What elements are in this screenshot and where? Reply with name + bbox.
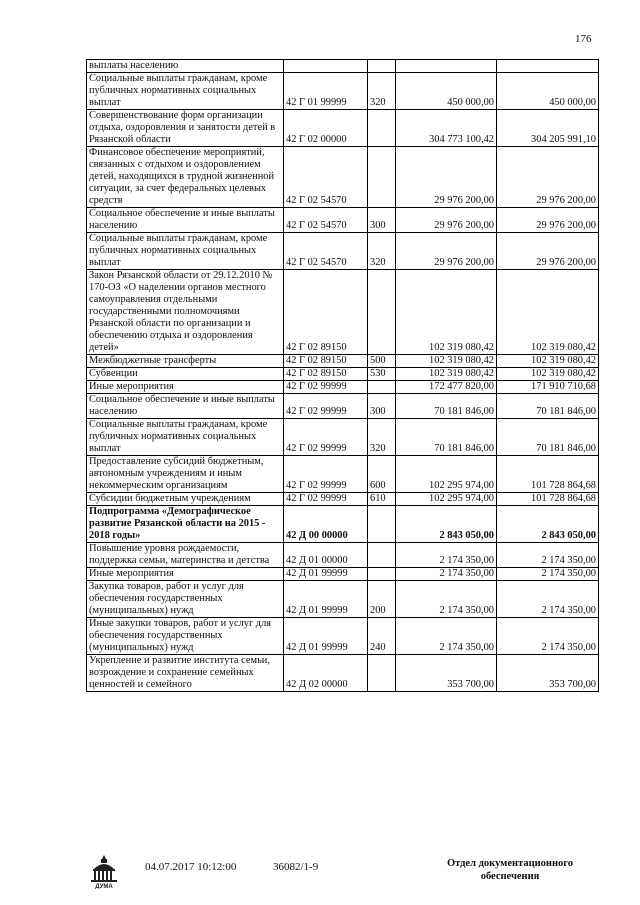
row-code-cell: 42 Г 02 54570 xyxy=(284,147,368,208)
table-row xyxy=(87,618,599,655)
row-sum-2016-cell: 172 477 820,00 xyxy=(396,381,497,394)
duma-logo xyxy=(88,853,120,889)
table-row xyxy=(87,355,599,368)
row-sum-2017-cell: 2 174 350,00 xyxy=(497,568,599,581)
row-sum-2017-cell: 2 174 350,00 xyxy=(497,581,599,618)
row-code-cell: 42 Д 01 99999 xyxy=(284,568,368,581)
row-code-cell: 42 Г 02 54570 xyxy=(284,233,368,270)
row-sum-2016-cell: 102 319 080,42 xyxy=(396,368,497,381)
row-sum-2016-cell: 2 174 350,00 xyxy=(396,581,497,618)
row-sum-2016-cell: 2 174 350,00 xyxy=(396,543,497,568)
table-row xyxy=(87,73,599,110)
row-code-cell: 42 Г 01 99999 xyxy=(284,73,368,110)
row-sum-2017-cell: 450 000,00 xyxy=(497,73,599,110)
row-sum-2017-cell: 2 174 350,00 xyxy=(497,618,599,655)
row-sum-2017-cell: 102 319 080,42 xyxy=(497,355,599,368)
row-sum-2016-cell: 102 319 080,42 xyxy=(396,355,497,368)
row-code-cell: 42 Д 01 99999 xyxy=(284,581,368,618)
row-code-cell: 42 Г 02 99999 xyxy=(284,394,368,419)
row-code-cell: 42 Г 02 99999 xyxy=(284,381,368,394)
row-sum-2016-cell: 29 976 200,00 xyxy=(396,147,497,208)
row-sum-2017-cell: 102 319 080,42 xyxy=(497,270,599,355)
row-sum-2016-cell: 2 174 350,00 xyxy=(396,618,497,655)
row-sum-2017-cell: 353 700,00 xyxy=(497,655,599,692)
row-type-cell: 500 xyxy=(368,355,396,368)
row-type-cell: 320 xyxy=(368,233,396,270)
table-row xyxy=(87,543,599,568)
table-row xyxy=(87,493,599,506)
row-name-cell: Предоставление субсидий бюджетным, автономным учреждениям и иным некоммерческим организациям xyxy=(87,456,284,493)
row-type-cell: 300 xyxy=(368,208,396,233)
row-code-cell: 42 Д 00 00000 xyxy=(284,506,368,543)
row-name-cell: Социальные выплаты гражданам, кроме публичных нормативных социальных выплат xyxy=(87,73,284,110)
row-name-cell: Укрепление и развитие института семьи, возрождение и сохранение семейных ценностей и семейного xyxy=(87,655,284,692)
table-row xyxy=(87,147,599,208)
row-code-cell: 42 Д 01 99999 xyxy=(284,618,368,655)
table-row xyxy=(87,270,599,355)
row-sum-2017-cell: 101 728 864,68 xyxy=(497,493,599,506)
row-name-cell: Социальные выплаты гражданам, кроме публичных нормативных социальных выплат xyxy=(87,233,284,270)
row-code-cell: 42 Г 02 99999 xyxy=(284,419,368,456)
row-sum-2017-cell: 70 181 846,00 xyxy=(497,419,599,456)
row-code-cell xyxy=(284,60,368,73)
row-sum-2017-cell: 101 728 864,68 xyxy=(497,456,599,493)
row-sum-2016-cell: 304 773 100,42 xyxy=(396,110,497,147)
row-name-cell: Иные мероприятия xyxy=(87,568,284,581)
svg-text:ДУМА: ДУМА xyxy=(95,884,113,889)
row-code-cell: 42 Г 02 89150 xyxy=(284,270,368,355)
row-sum-2016-cell: 70 181 846,00 xyxy=(396,394,497,419)
row-name-cell: Повышение уровня рождаемости, поддержка семьи, материнства и детства xyxy=(87,543,284,568)
row-name-cell: Иные мероприятия xyxy=(87,381,284,394)
row-type-cell: 240 xyxy=(368,618,396,655)
row-sum-2017-cell: 171 910 710,68 xyxy=(497,381,599,394)
table-row xyxy=(87,506,599,543)
table-row xyxy=(87,368,599,381)
row-sum-2016-cell: 2 174 350,00 xyxy=(396,568,497,581)
row-type-cell xyxy=(368,147,396,208)
row-type-cell xyxy=(368,381,396,394)
row-sum-2016-cell: 2 843 050,00 xyxy=(396,506,497,543)
row-sum-2016-cell: 450 000,00 xyxy=(396,73,497,110)
row-type-cell xyxy=(368,270,396,355)
row-code-cell: 42 Г 02 99999 xyxy=(284,493,368,506)
table-row xyxy=(87,381,599,394)
table-row xyxy=(87,394,599,419)
row-sum-2016-cell: 29 976 200,00 xyxy=(396,233,497,270)
row-type-cell: 610 xyxy=(368,493,396,506)
row-sum-2017-cell: 2 843 050,00 xyxy=(497,506,599,543)
row-type-cell: 300 xyxy=(368,394,396,419)
row-sum-2016-cell xyxy=(396,60,497,73)
row-type-cell xyxy=(368,60,396,73)
table-row xyxy=(87,233,599,270)
row-name-cell: Субсидии бюджетным учреждениям xyxy=(87,493,284,506)
row-code-cell: 42 Г 02 99999 xyxy=(284,456,368,493)
row-sum-2017-cell: 70 181 846,00 xyxy=(497,394,599,419)
row-sum-2016-cell: 102 295 974,00 xyxy=(396,456,497,493)
row-name-cell: Закупка товаров, работ и услуг для обеспечения государственных (муниципальных) нужд xyxy=(87,581,284,618)
row-sum-2017-cell: 304 205 991,10 xyxy=(497,110,599,147)
row-name-cell: Финансовое обеспечение мероприятий, связанных с отдыхом и оздоровлением детей, находящихся в трудной жизненной ситуации, за счет федеральных целевых средств xyxy=(87,147,284,208)
row-sum-2016-cell: 102 319 080,42 xyxy=(396,270,497,355)
row-type-cell xyxy=(368,655,396,692)
table-row xyxy=(87,419,599,456)
table-row xyxy=(87,568,599,581)
footer-department: Отдел документационного обеспечения xyxy=(446,858,574,882)
row-name-cell: Социальные выплаты гражданам, кроме публичных нормативных социальных выплат xyxy=(87,419,284,456)
footer-datetime: 04.07.2017 10:12:00 xyxy=(145,861,237,873)
row-name-cell: Иные закупки товаров, работ и услуг для обеспечения государственных (муниципальных) нужд xyxy=(87,618,284,655)
row-name-cell: Социальное обеспечение и иные выплаты населению xyxy=(87,394,284,419)
row-name-cell: Субвенции xyxy=(87,368,284,381)
row-name-cell: Закон Рязанской области от 29.12.2010 № 170-ОЗ «О наделении органов местного самоуправления отдельными государственными полномочиями Рязанской области по организации и обеспечению отдыха и оздоровления детей» xyxy=(87,270,284,355)
row-code-cell: 42 Г 02 00000 xyxy=(284,110,368,147)
budget-table xyxy=(86,59,599,692)
row-sum-2017-cell: 2 174 350,00 xyxy=(497,543,599,568)
row-code-cell: 42 Г 02 89150 xyxy=(284,368,368,381)
row-sum-2017-cell: 29 976 200,00 xyxy=(497,208,599,233)
row-code-cell: 42 Г 02 54570 xyxy=(284,208,368,233)
row-code-cell: 42 Д 02 00000 xyxy=(284,655,368,692)
page-number: 176 xyxy=(575,33,592,45)
table-row xyxy=(87,60,599,73)
row-code-cell: 42 Д 01 00000 xyxy=(284,543,368,568)
table-row xyxy=(87,208,599,233)
row-sum-2016-cell: 102 295 974,00 xyxy=(396,493,497,506)
row-type-cell: 320 xyxy=(368,419,396,456)
row-sum-2016-cell: 29 976 200,00 xyxy=(396,208,497,233)
row-name-cell: Межбюджетные трансферты xyxy=(87,355,284,368)
row-type-cell: 200 xyxy=(368,581,396,618)
row-sum-2017-cell xyxy=(497,60,599,73)
row-type-cell: 320 xyxy=(368,73,396,110)
row-sum-2016-cell: 70 181 846,00 xyxy=(396,419,497,456)
row-code-cell: 42 Г 02 89150 xyxy=(284,355,368,368)
row-sum-2017-cell: 102 319 080,42 xyxy=(497,368,599,381)
row-sum-2017-cell: 29 976 200,00 xyxy=(497,147,599,208)
table-row xyxy=(87,581,599,618)
row-sum-2017-cell: 29 976 200,00 xyxy=(497,233,599,270)
row-type-cell xyxy=(368,506,396,543)
row-type-cell xyxy=(368,543,396,568)
duma-emblem-icon xyxy=(88,853,120,889)
table-row xyxy=(87,110,599,147)
row-name-cell: Социальное обеспечение и иные выплаты населению xyxy=(87,208,284,233)
row-sum-2016-cell: 353 700,00 xyxy=(396,655,497,692)
row-type-cell: 600 xyxy=(368,456,396,493)
table-row xyxy=(87,456,599,493)
row-type-cell: 530 xyxy=(368,368,396,381)
row-type-cell xyxy=(368,110,396,147)
table-body xyxy=(87,60,599,692)
table-row xyxy=(87,655,599,692)
row-name-cell: Подпрограмма «Демографическое развитие Рязанской области на 2015 - 2018 годы» xyxy=(87,506,284,543)
row-type-cell xyxy=(368,568,396,581)
footer-doc-number: 36082/1-9 xyxy=(273,861,319,873)
row-name-cell: выплаты населению xyxy=(87,60,284,73)
row-name-cell: Совершенствование форм организации отдыха, оздоровления и занятости детей в Рязанской области xyxy=(87,110,284,147)
